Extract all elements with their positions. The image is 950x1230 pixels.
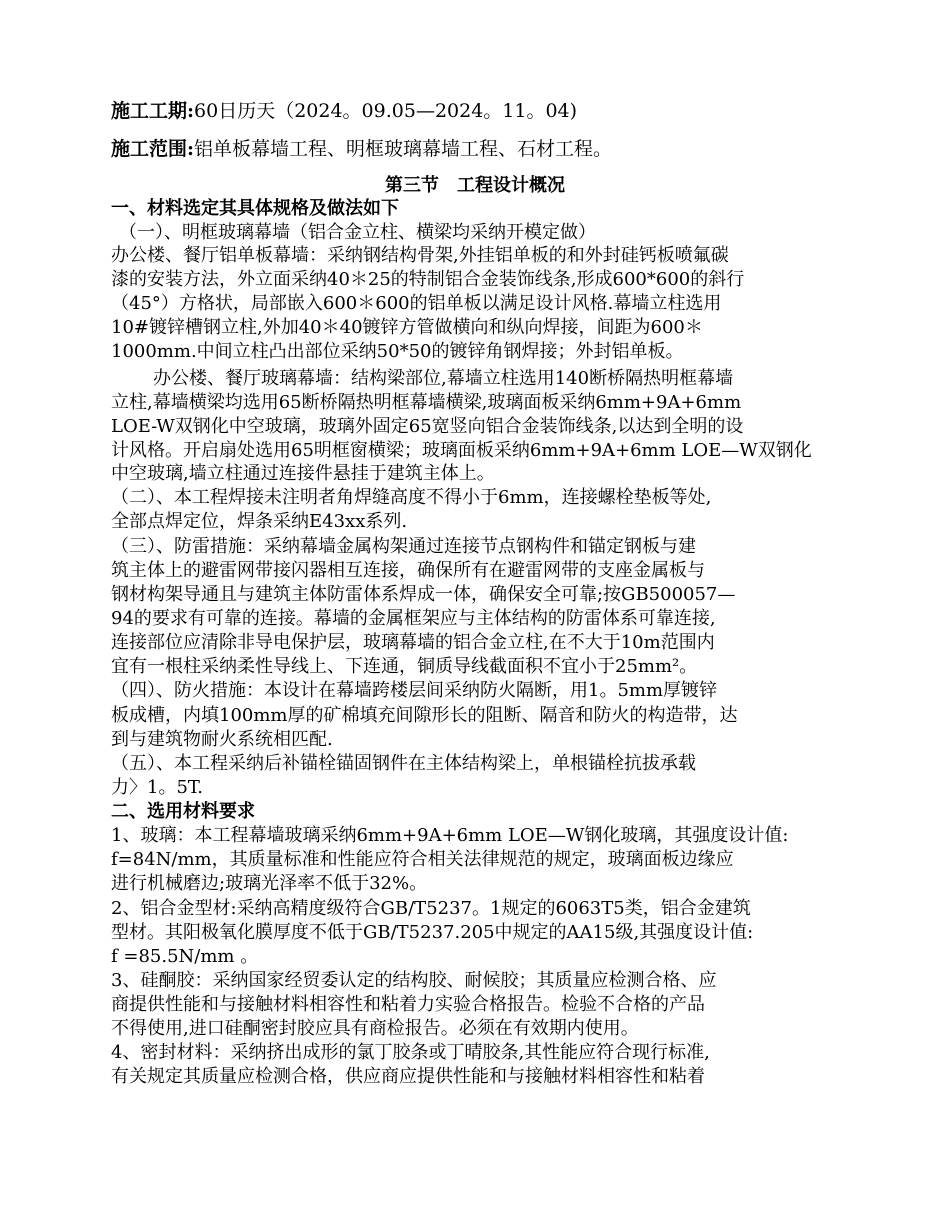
paragraph-line: 漆的安装方法，外立面采纳40＊25的特制铝合金装饰线条,形成600*600的斜行 bbox=[111, 269, 745, 290]
section-title: 第三节 工程设计概况 bbox=[385, 175, 565, 196]
paragraph-line: 钢材构架导通且与建筑主体防雷体系焊成一体，确保安全可靠;按GB500057— bbox=[111, 584, 736, 605]
paragraph-line: 到与建筑物耐火系统相匹配. bbox=[111, 729, 333, 750]
paragraph-line: 计风格。开启扇处选用65明框窗横梁；玻璃面板采纳6mm+9A+6mm LOE—W双钢化 bbox=[111, 440, 812, 461]
paragraph-line: f =85.5N/mm 。 bbox=[111, 946, 259, 967]
paragraph-line: 立柱,幕墙横梁均选用65断桥隔热明框幕墙横梁,玻璃面板采纳6mm+9A+6mm bbox=[111, 392, 742, 413]
heading-materials: 一、材料选定其具体规格及做法如下 bbox=[111, 198, 399, 219]
paragraph-line: 全部点焊定位，焊条采纳E43xx系列. bbox=[111, 511, 408, 532]
paragraph-line: f=84N/mm，其质量标准和性能应符合相关法律规范的规定，玻璃面板边缘应 bbox=[111, 849, 734, 870]
paragraph-line: （三）、防雷措施：采纳幕墙金属构架通过连接节点钢构件和锚定钢板与建 bbox=[111, 536, 696, 557]
paragraph-line: 筑主体上的避雷网带接闪器相互连接，确保所有在避雷网带的支座金属板与 bbox=[111, 560, 705, 581]
construction-scope-label: 施工范围: bbox=[111, 138, 195, 160]
paragraph-line: （二）、本工程焊接未注明者角焊缝高度不得小于6mm，连接螺栓垫板等处, bbox=[111, 487, 712, 508]
construction-period-value: 60日历天（2024。09.05—2024。11。04) bbox=[194, 100, 578, 122]
paragraph-line: 板成槽，内填100mm厚的矿棉填充间隙形长的阻断、隔音和防火的构造带，达 bbox=[111, 705, 738, 726]
paragraph-line: 2、铝合金型材:采纳高精度级符合GB/T5237。1规定的6063T5类，铝合金建筑 bbox=[111, 898, 751, 919]
paragraph-line: 1、玻璃：本工程幕墙玻璃采纳6mm+9A+6mm LOE—W钢化玻璃，其强度设计值: bbox=[111, 825, 789, 846]
subheading-framed-glass: （一）、明框玻璃幕墙（铝合金立柱、横梁均采纳开模定做） bbox=[119, 222, 596, 243]
paragraph-line: 型材。其阳极氧化膜厚度不低于GB/T5237.205中规定的AA15级,其强度设计值: bbox=[111, 922, 754, 943]
paragraph-line: 3、硅酮胶：采纳国家经贸委认定的结构胶、耐候胶；其质量应检测合格、应 bbox=[111, 970, 717, 991]
paragraph-line: 宜有一根柱采纳柔性导线上、下连通，铜质导线截面积不宜小于25mm²。 bbox=[111, 656, 698, 677]
paragraph-line: 中空玻璃,墙立柱通过连接件悬挂于建筑主体上。 bbox=[111, 463, 495, 484]
paragraph-line: 办公楼、餐厅铝单板幕墙：采纳钢结构骨架,外挂铝单板的和外封硅钙板喷氟碳 bbox=[111, 245, 729, 266]
paragraph-line: 连接部位应清除非导电保护层，玻璃幕墙的铝合金立柱,在不大于10m范围内 bbox=[111, 632, 715, 653]
paragraph-line: （五）、本工程采纳后补锚栓锚固钢件在主体结构梁上，单根锚栓抗拔承载 bbox=[111, 753, 696, 774]
paragraph-line: 有关规定其质量应检测合格，供应商应提供性能和与接触材料相容性和粘着 bbox=[111, 1066, 705, 1087]
paragraph-line: 10#镀锌槽钢立柱,外加40＊40镀锌方管做横向和纵向焊接，间距为600＊ bbox=[111, 317, 703, 338]
paragraph-line: 力〉1。5T. bbox=[111, 777, 203, 798]
paragraph-line: 94的要求有可靠的连接。幕墙的金属框架应与主体结构的防雷体系可靠连接, bbox=[111, 608, 716, 629]
paragraph-line: 商提供性能和与接触材料相容性和粘着力实验合格报告。检验不合格的产品 bbox=[111, 994, 705, 1015]
paragraph-line: （45°）方格状，局部嵌入600＊600的铝单板以满足设计风格.幕墙立柱选用 bbox=[111, 293, 722, 314]
paragraph-line: 不得使用,进口硅酮密封胶应具有商检报告。必须在有效期内使用。 bbox=[111, 1018, 639, 1039]
paragraph-line: 办公楼、餐厅玻璃幕墙：结构梁部位,幕墙立柱选用140断桥隔热明框幕墙 bbox=[153, 368, 734, 389]
construction-period-label: 施工工期: bbox=[111, 100, 195, 122]
paragraph-line: 进行机械磨边;玻璃光泽率不低于32%。 bbox=[111, 873, 428, 894]
paragraph-line: 4、密封材料：采纳挤出成形的氯丁胶条或丁晴胶条,其性能应符合现行标准, bbox=[111, 1042, 710, 1063]
paragraph-line: LOE-W双钢化中空玻璃，玻璃外固定65宽竖向铝合金装饰线条,以达到全明的设 bbox=[111, 416, 744, 437]
paragraph-line: 1000mm.中间立柱凸出部位采纳50*50的镀锌角钢焊接；外封铝单板。 bbox=[111, 341, 684, 362]
heading-material-requirements: 二、选用材料要求 bbox=[111, 801, 255, 822]
paragraph-line: （四）、防火措施：本设计在幕墙跨楼层间采纳防火隔断，用1。5mm厚镀锌 bbox=[111, 680, 718, 701]
construction-scope-line bbox=[111, 137, 612, 161]
construction-scope-value: 铝单板幕墙工程、明框玻璃幕墙工程、石材工程。 bbox=[194, 138, 613, 160]
construction-period-line bbox=[111, 99, 577, 123]
